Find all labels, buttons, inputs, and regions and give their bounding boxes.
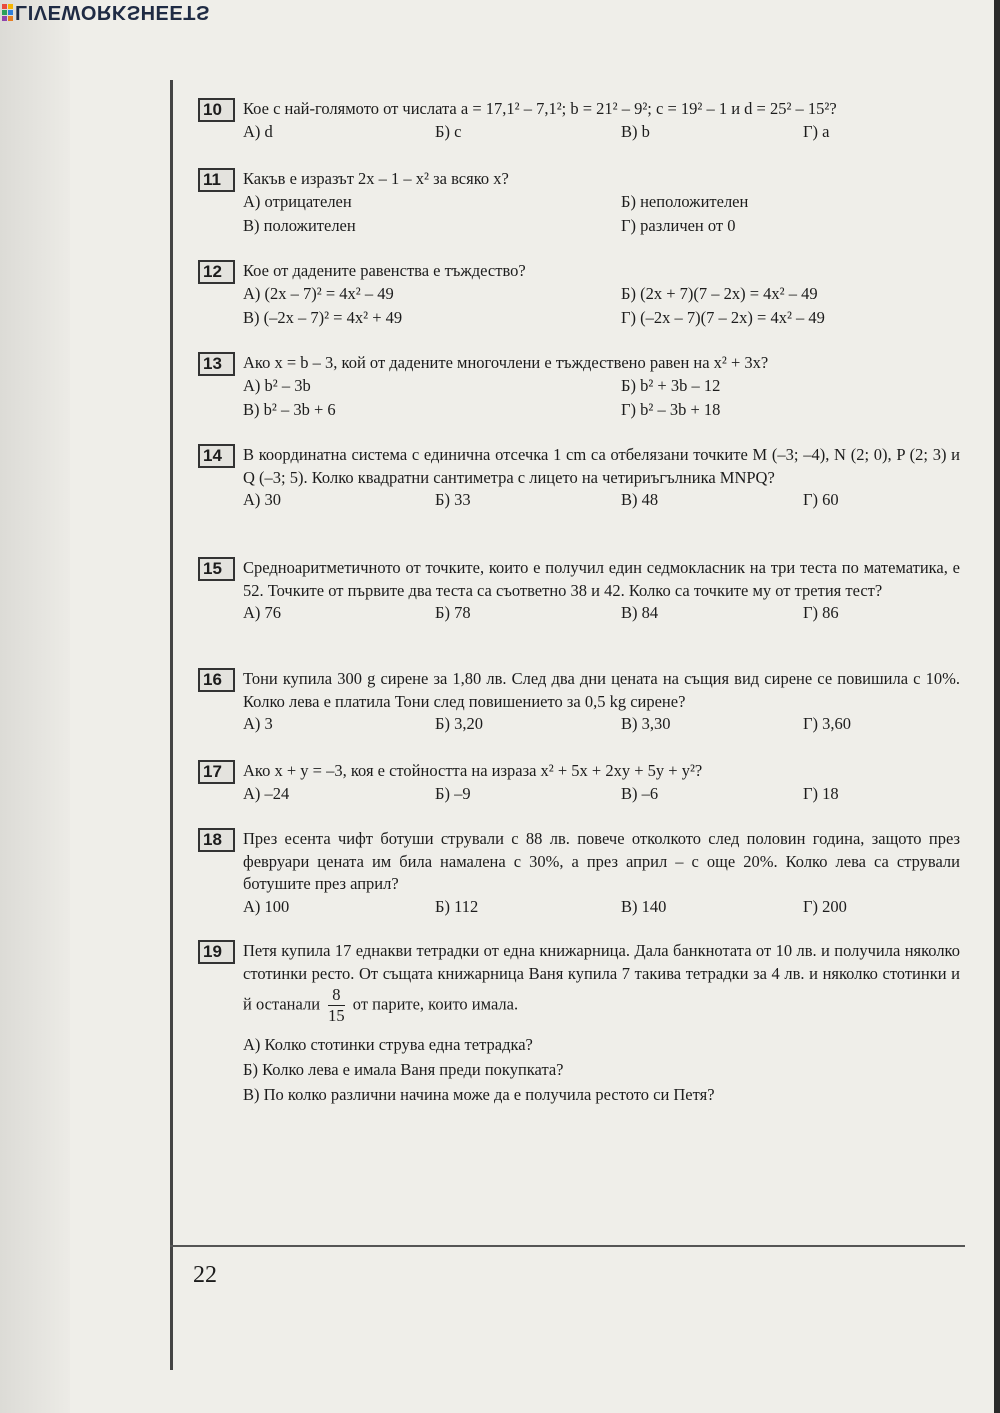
question-number: 11 [198, 168, 235, 192]
question-13 [198, 352, 960, 423]
answer-d[interactable]: Г) различен от 0 [621, 215, 736, 235]
question-number: 15 [198, 557, 235, 581]
sub-question-a: А) Колко стотинки струва една тетрадка? [243, 1035, 533, 1054]
answer-c[interactable]: В) (–2x – 7)² = 4x² + 49 [243, 307, 403, 327]
question-11 [198, 168, 960, 239]
question-text: В координатна система с единична отсечка 1 cm са отбелязани точките M (–3; –4), N (2; 0), P (2; 3) и Q (–3; 5). Колко квадратни сантиметра с лицето на четириъгълника MNPQ? [243, 445, 960, 487]
fraction-denominator: 15 [328, 1006, 345, 1025]
fraction-numerator: 8 [328, 985, 345, 1006]
answer-d[interactable]: Г) 86 [803, 603, 839, 622]
answer-c[interactable]: В) b² – 3b + 6 [243, 399, 336, 419]
answer-d[interactable]: Г) 18 [803, 783, 839, 803]
question-number: 19 [198, 940, 235, 964]
answer-c[interactable]: В) 3,30 [621, 714, 671, 733]
answer-a[interactable]: А) отрицателен [243, 191, 352, 211]
answer-c[interactable]: В) 48 [621, 490, 659, 509]
question-text: Ако x + y = –3, коя е стойността на израза x² + 5x + 2xy + 5y + y²? [243, 761, 703, 780]
answer-d[interactable]: Г) (–2x – 7)(7 – 2x) = 4x² – 49 [621, 307, 825, 327]
question-number: 16 [198, 668, 235, 692]
answer-c[interactable]: В) положителен [243, 215, 356, 235]
question-17 [198, 760, 960, 807]
footer-rule [170, 1245, 965, 1247]
sub-questions [243, 1032, 960, 1107]
question-16 [198, 668, 960, 737]
question-text: Какъв е изразът 2x – 1 – x² за всяко x? [243, 169, 509, 188]
answer-a[interactable]: А) (2x – 7)² = 4x² – 49 [243, 283, 394, 303]
sub-question-c: В) По колко различни начина може да е получила рестото си Петя? [243, 1085, 715, 1104]
page-number: 22 [193, 1262, 217, 1288]
question-text: Средноаритметичното от точките, които е получил един седмокласник на три теста по математика, е 52. Точките от първите два теста са съответно 38 и 42. Колко са точките му от третия тест? [243, 558, 960, 600]
question-text: Кое с най-голямото от числата a = 17,1² – 7,1²; b = 21² – 9²; c = 19² – 1 и d = 25² – 15²? [243, 99, 837, 118]
answer-b[interactable]: Б) c [435, 121, 462, 141]
logo-text: LIVEWORKSHEETS [15, 1, 210, 23]
answer-d[interactable]: Г) 200 [803, 896, 847, 916]
answer-d[interactable]: Г) 60 [803, 490, 839, 509]
answer-c[interactable]: В) 84 [621, 603, 659, 622]
answer-a[interactable]: А) 3 [243, 714, 273, 733]
question-text: Кое от дадените равенства е тъждество? [243, 261, 526, 280]
answer-d[interactable]: Г) a [803, 121, 830, 141]
question-12 [198, 260, 960, 331]
answer-b[interactable]: Б) неположителен [621, 191, 749, 211]
answer-a[interactable]: А) 76 [243, 603, 282, 622]
question-15 [198, 557, 960, 626]
liveworksheets-logo [0, 0, 210, 24]
question-18 [198, 828, 960, 920]
answer-b[interactable]: Б) 3,20 [435, 714, 483, 733]
question-text-part-b: от парите, които имала. [352, 994, 519, 1014]
answer-d[interactable]: Г) b² – 3b + 18 [621, 399, 721, 419]
answer-c[interactable]: В) b [621, 121, 650, 141]
answer-c[interactable]: В) –6 [621, 783, 659, 803]
answer-a[interactable]: А) b² – 3b [243, 375, 311, 395]
question-14 [198, 444, 960, 513]
answer-a[interactable]: А) 30 [243, 490, 282, 509]
question-text [243, 940, 960, 1026]
question-number: 14 [198, 444, 235, 468]
question-number: 12 [198, 260, 235, 284]
question-number: 10 [198, 98, 235, 122]
question-text: Тони купила 300 g сирене за 1,80 лв. След два дни цената на същия вид сирене се повишила с 10%. Колко лева е платила Тони след повишението за 0,5 kg сирене? [243, 669, 960, 711]
question-number: 17 [198, 760, 235, 784]
question-number: 13 [198, 352, 235, 376]
question-text-part-a: Петя купила 17 еднакви тетрадки от една книжарница. Дала банкнотата от 10 лв. и получила няколко стотинки ресто. От същата книжарница Ваня купила 7 такива тетрадки за 4 лв. и няколко стотинки и й останали [243, 941, 960, 1014]
answer-b[interactable]: Б) –9 [435, 783, 471, 803]
answer-b[interactable]: Б) 33 [435, 490, 471, 509]
answer-b[interactable]: Б) (2x + 7)(7 – 2x) = 4x² – 49 [621, 283, 818, 303]
scan-edge [994, 0, 1000, 1413]
answer-b[interactable]: Б) 112 [435, 896, 479, 916]
question-text: През есента чифт ботуши стрували с 88 лв. повече отколкото след половин година, защото през февруари цената им била намалена с 30%, а през април – с още 20%. Колко лева са стрували ботушите през април? [243, 829, 960, 893]
answer-a[interactable]: А) d [243, 121, 273, 141]
question-text: Ако x = b – 3, кой от дадените многочлени е тъждествено равен на x² + 3x? [243, 353, 769, 372]
question-19 [198, 940, 960, 1107]
question-10 [198, 98, 960, 145]
logo-icon [2, 4, 13, 21]
fraction [328, 985, 345, 1026]
answer-a[interactable]: А) –24 [243, 783, 290, 803]
answer-b[interactable]: Б) 78 [435, 603, 471, 622]
answer-b[interactable]: Б) b² + 3b – 12 [621, 375, 721, 395]
sub-question-b: Б) Колко лева е имала Ваня преди покупката? [243, 1060, 564, 1079]
answer-c[interactable]: В) 140 [621, 896, 667, 916]
answer-a[interactable]: А) 100 [243, 896, 290, 916]
question-number: 18 [198, 828, 235, 852]
page-spine-shadow [0, 0, 70, 1413]
answer-d[interactable]: Г) 3,60 [803, 714, 852, 733]
